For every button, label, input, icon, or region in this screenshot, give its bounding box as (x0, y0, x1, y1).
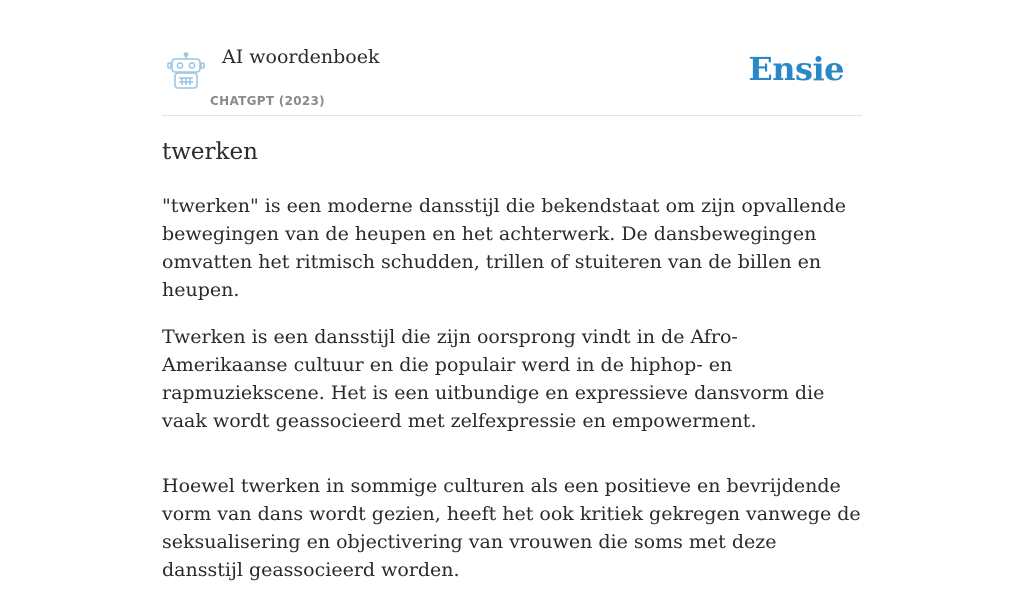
entry-term: twerken (162, 139, 258, 165)
robot-icon (166, 52, 206, 90)
definition-paragraph: "twerken" is een moderne dansstijl die bekendstaat om zijn opvallende bewegingen van de heupen en het achterwerk. De dansbewegingen omvatten het ritmisch schudden, trillen of stuiteren van de billen en heupen. (162, 195, 847, 301)
definition-paragraph: Twerken is een dansstijl die zijn oorsprong vindt in de Afro-Amerikaanse cultuur en die populair werd in de hiphop- en rapmuziekscene. Het is een uitbundige en expressieve dansvorm die vaak wordt geassocieerd met zelfexpressie en empowerment. (162, 326, 825, 432)
ensie-logo[interactable]: Ensie (748, 50, 844, 88)
dictionary-source: CHATGPT (2023) (210, 94, 325, 108)
header (162, 40, 862, 116)
definition-paragraph: Hoewel twerken in sommige culturen als een positieve en bevrijdende vorm van dans wordt gezien, heeft het ook kritiek gekregen vanwege de seksualisering en objectivering van vrouwen die soms met deze dansstijl geassocieerd worden. (162, 475, 861, 581)
dictionary-title[interactable]: AI woordenboek (222, 46, 380, 68)
page (162, 0, 862, 581)
entry-definition (162, 192, 862, 603)
